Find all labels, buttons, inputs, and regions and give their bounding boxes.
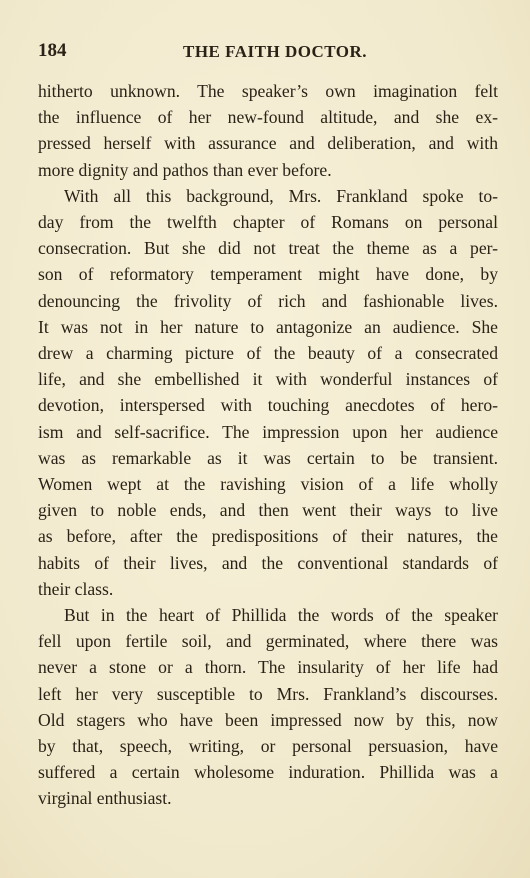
text-line: devotion, interspersed with touching anecdotes of hero- xyxy=(38,395,498,416)
text-line: the influence of her new-found altitude, and she ex- xyxy=(38,107,498,128)
text-line: life, and she embellished it with wonderful instances of xyxy=(38,369,498,390)
text-line: denouncing the frivolity of rich and fashionable lives. xyxy=(38,290,498,311)
text-line: as before, after the predispositions of their natures, the xyxy=(38,526,498,547)
text-line: son of reformatory temperament might have done, by xyxy=(38,264,498,285)
text-line: was as remarkable as it was certain to be transient. xyxy=(38,447,498,468)
text-line: virginal enthusiast. xyxy=(38,788,172,809)
text-line: Old stagers who have been impressed now by this, now xyxy=(38,709,498,730)
paragraph xyxy=(38,78,498,183)
text-line: left her very susceptible to Mrs. Frankland’s discourses. xyxy=(38,683,498,704)
text-line: drew a charming picture of the beauty of a consecrated xyxy=(38,343,498,364)
body-text xyxy=(38,78,498,812)
text-line: With all this background, Mrs. Frankland spoke to- xyxy=(64,185,498,206)
text-line: pressed herself with assurance and deliberation, and with xyxy=(38,133,498,154)
text-line: Women wept at the ravishing vision of a life wholly xyxy=(38,474,498,495)
text-line: day from the twelfth chapter of Romans on personal xyxy=(38,212,498,233)
text-line: hitherto unknown. The speaker’s own imagination felt xyxy=(38,81,498,101)
text-line: given to noble ends, and then went their ways to live xyxy=(38,500,498,521)
text-line: It was not in her nature to antagonize an audience. She xyxy=(38,316,498,337)
paragraph xyxy=(38,183,498,602)
text-line: suffered a certain wholesome induration. Phillida was a xyxy=(38,762,498,783)
text-line: fell upon fertile soil, and germinated, where there was xyxy=(38,631,498,652)
text-line: more dignity and pathos than ever before. xyxy=(38,159,332,180)
paragraph xyxy=(38,602,498,812)
text-line: ism and self-sacrifice. The impression upon her audience xyxy=(38,421,498,442)
page-number: 184 xyxy=(38,40,67,61)
running-head: THE FAITH DOCTOR. xyxy=(183,42,368,61)
text-line: habits of their lives, and the conventional standards of xyxy=(38,552,498,573)
text-line: consecration. But she did not treat the theme as a per- xyxy=(38,238,498,259)
page-header xyxy=(38,40,498,64)
text-line: their class. xyxy=(38,578,114,599)
text-line: never a stone or a thorn. The insularity of her life had xyxy=(38,657,498,678)
text-line: by that, speech, writing, or personal persuasion, have xyxy=(38,736,498,757)
text-line: But in the heart of Phillida the words of the speaker xyxy=(64,605,498,626)
